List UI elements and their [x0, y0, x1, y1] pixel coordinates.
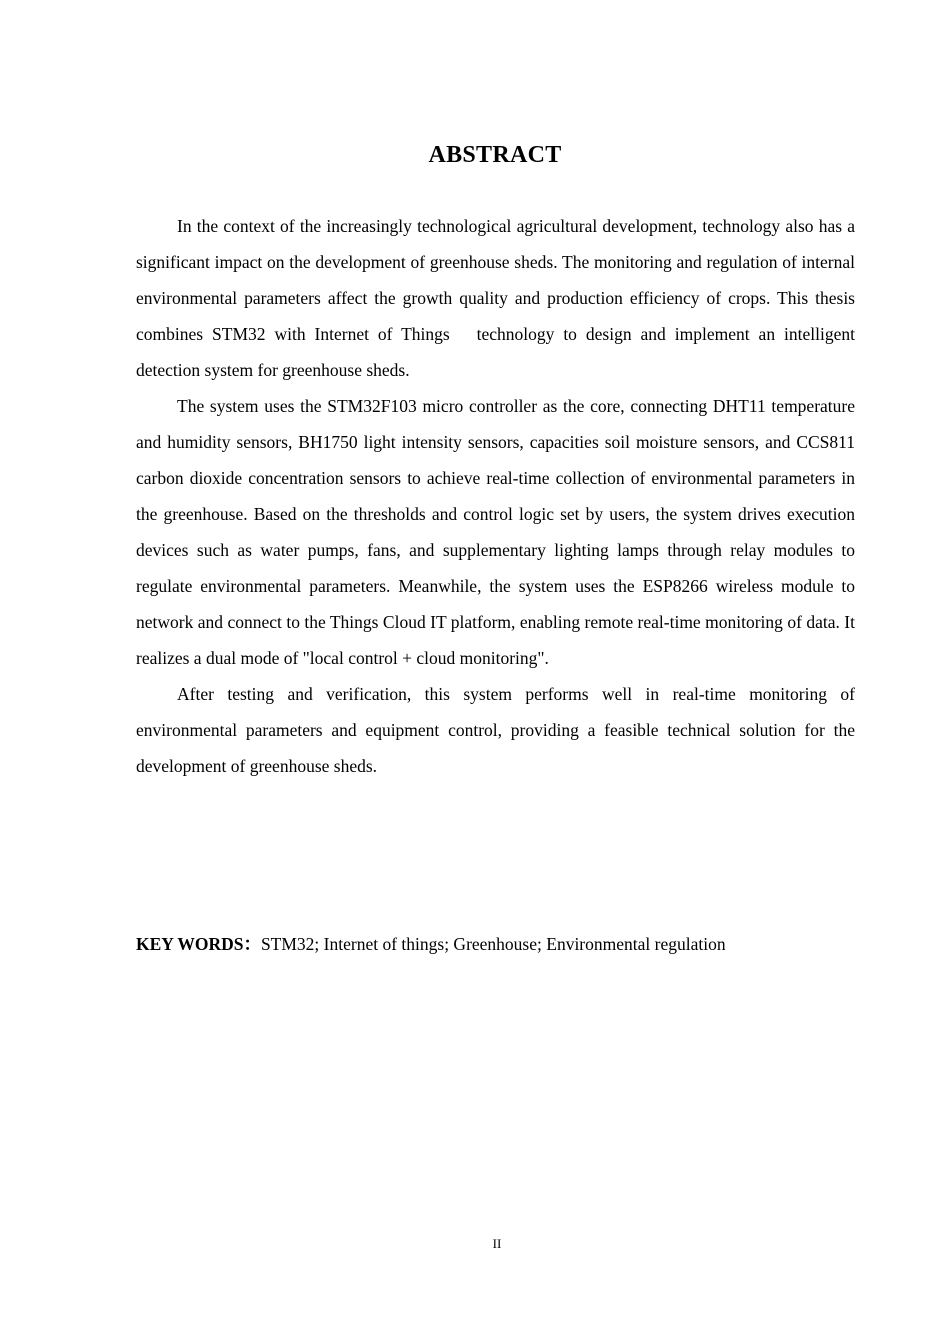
abstract-body	[136, 208, 855, 784]
abstract-paragraph-1: In the context of the increasingly technological agricultural development, technology also has a significant impact on the development of greenhouse sheds. The monitoring and regulation of internal environmental parameters affect the growth quality and production efficiency of crops. This thesis combines STM32 with Internet of Things technology to design and implement an intelligent detection system for greenhouse sheds.	[136, 216, 855, 380]
keywords-text: STM32; Internet of things; Greenhouse; Environmental regulation	[260, 934, 726, 954]
keywords-line	[136, 926, 896, 962]
abstract-paragraph-3: After testing and verification, this system performs well in real-time monitoring of environmental parameters and equipment control, providing a feasible technical solution for the development of greenhouse sheds.	[136, 684, 855, 776]
abstract-title: ABSTRACT	[428, 142, 562, 168]
abstract-paragraph-2: The system uses the STM32F103 micro controller as the core, connecting DHT11 temperature and humidity sensors, BH1750 light intensity sensors, capacities soil moisture sensors, and CCS811 carbon dioxide concentration sensors to achieve real-time collection of environmental parameters in the greenhouse. Based on the thresholds and control logic set by users, the system drives execution devices such as water pumps, fans, and supplementary lighting lamps through relay modules to regulate environmental parameters. Meanwhile, the system uses the ESP8266 wireless module to network and connect to the Things Cloud IT platform, enabling remote real-time monitoring of data. It realizes a dual mode of "local control + cloud monitoring".	[136, 396, 855, 668]
page-number: II	[492, 1236, 502, 1251]
keywords-label: KEY WORDS：	[136, 934, 261, 954]
